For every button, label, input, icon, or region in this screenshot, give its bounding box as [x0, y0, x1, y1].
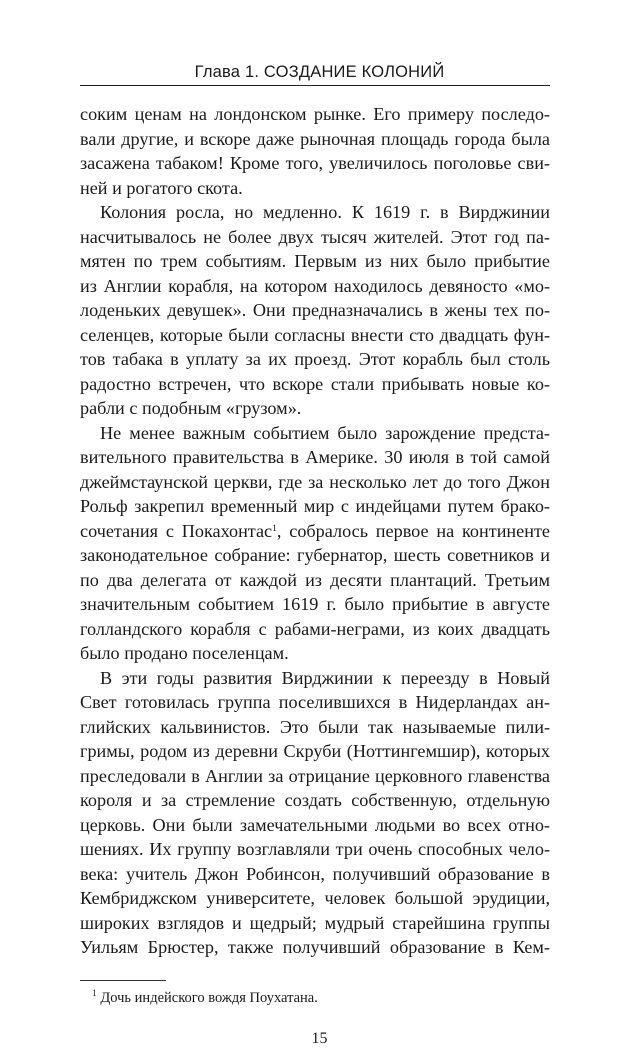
footnote: [92, 988, 318, 1008]
text-line: джеймстаунской церкви, где за несколько лет до того Джон: [80, 471, 550, 492]
text-line: радостно встречен, что вскоре стали прибывать новые ко-: [80, 373, 550, 394]
text-line: засажена табаком! Кроме того, увеличилось поголовье сви-: [80, 153, 550, 173]
text-line: преследовали в Англии за отрицание церковного главенства: [80, 765, 550, 786]
header-rule: [80, 85, 550, 86]
footnote-reference[interactable]: 1: [272, 523, 277, 534]
text-segment: сочетания с Покахонтас: [80, 520, 273, 541]
text-line: голландского корабля с рабами-неграми, из коих двадцать: [80, 618, 550, 639]
text-line: Кембриджском университете, человек большой эрудиции,: [80, 888, 550, 908]
footnote-text: Дочь индейского вождя Поухатана.: [100, 989, 318, 1006]
text-line: гримы, родом из деревни Скруби (Ноттингемшир), которых: [80, 741, 550, 761]
text-line: вали другие, и вскоре даже рыночная площадь города была: [80, 128, 550, 149]
text-line: мятен по трем событиям. Первым из них было прибытие: [80, 251, 550, 271]
text-line: насчитывалось не более двух тысяч жителей. Этот год па-: [80, 226, 550, 247]
text-line: Свет готовилась группа поселившихся в Нидерландах ан-: [80, 692, 550, 712]
footnote-marker: 1: [92, 988, 97, 999]
text-line: глийских кальвинистов. Это были так называемые пили-: [80, 716, 550, 737]
text-segment: , собралось первое на континенте: [276, 520, 550, 541]
text-line: церковь. Они были замечательными людьми во всех отно-: [80, 814, 550, 835]
text-line: широких взглядов и щедрый; мудрый старейшина группы: [80, 912, 550, 933]
text-line: из Англии корабля, на котором находилось девяносто «мо-: [80, 275, 550, 296]
text-line: века: учитель Джон Робинсон, получивший образование в: [80, 863, 550, 884]
text-line: значительным событием 1619 г. было прибытие в августе: [80, 594, 550, 614]
text-line: Уильям Брюстер, также получивший образование в Кем-: [80, 937, 550, 957]
running-head: Глава 1. СОЗДАНИЕ КОЛОНИЙ: [194, 63, 445, 81]
text-line: рабли с подобным «грузом».: [80, 398, 302, 418]
text-line: по два делегата от каждой из десяти плантаций. Третьим: [80, 569, 550, 590]
footnote-rule: [80, 980, 166, 981]
text-line: Рольф закрепил временный мир с индейцами путем брако-: [80, 496, 550, 516]
text-line: селенцев, которые были согласны внести сто двадцать фун-: [80, 324, 550, 345]
text-line: законодательное собрание: губернатор, шесть советников и: [80, 545, 550, 565]
text-line: соким ценам на лондонском рынке. Его примеру последо-: [80, 104, 550, 124]
text-line: Колония росла, но медленно. К 1619 г. в Вирджинии: [100, 202, 550, 222]
text-line: лоденьких девушек». Они предназначались в жены тех по-: [80, 300, 550, 320]
text-line: ней и рогатого скота.: [80, 177, 243, 198]
text-line: тов табака в уплату за их проезд. Этот корабль был столь: [80, 349, 550, 369]
page-number: 15: [311, 1029, 328, 1047]
text-line-with-footnote-ref: [80, 519, 550, 544]
text-line: вительного правительства в Америке. 30 июля в той самой: [80, 447, 550, 467]
text-line: В эти годы развития Вирджинии к переезду в Новый: [100, 667, 550, 688]
text-line: короля и за стремление создать собственную, отдельную: [80, 790, 550, 810]
text-line: Не менее важным событием было зарождение предста-: [100, 422, 550, 443]
text-line: было продано поселенцам.: [80, 643, 289, 663]
text-line: шениях. Их группу возглавляли три очень способных чело-: [80, 839, 550, 859]
